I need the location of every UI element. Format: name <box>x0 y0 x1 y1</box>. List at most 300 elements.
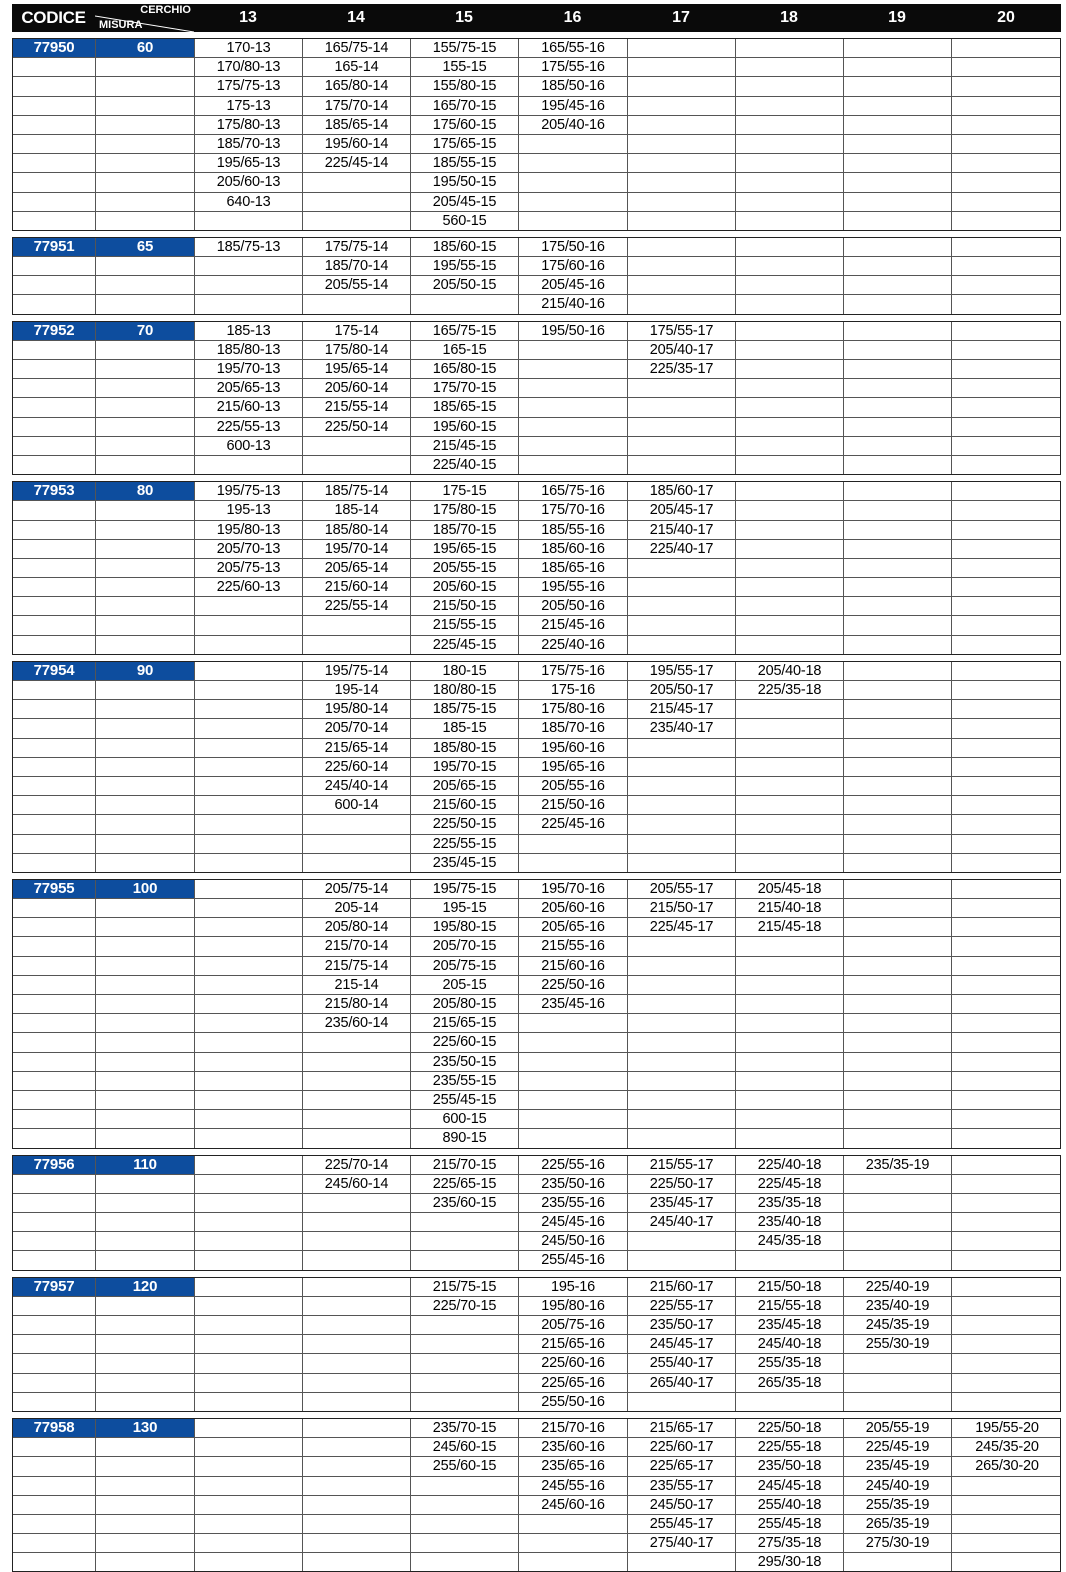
empty-cell <box>195 1457 303 1475</box>
chain-group-77955 <box>12 879 1061 1149</box>
table-row <box>13 154 1060 173</box>
table-row <box>13 1175 1060 1194</box>
tyre-size-cell: 205/40-18 <box>736 662 844 680</box>
tyre-size-cell: 185/65-15 <box>411 398 519 416</box>
empty-cell <box>96 739 195 757</box>
empty-cell <box>303 1374 411 1392</box>
tyre-size-cell: 245/40-14 <box>303 777 411 795</box>
empty-cell <box>96 437 195 455</box>
tyre-size-cell: 255/45-15 <box>411 1091 519 1109</box>
empty-cell <box>195 937 303 955</box>
empty-cell <box>96 995 195 1013</box>
empty-cell <box>628 193 736 211</box>
empty-cell <box>13 559 96 577</box>
empty-cell <box>303 616 411 634</box>
tyre-size-cell: 180-15 <box>411 662 519 680</box>
table-row <box>13 1438 1060 1457</box>
tyre-size-cell: 225/50-14 <box>303 418 411 436</box>
empty-cell <box>844 135 952 153</box>
empty-cell <box>13 976 96 994</box>
tyre-size-cell: 215/55-15 <box>411 616 519 634</box>
tyre-size-cell: 225/65-15 <box>411 1175 519 1193</box>
empty-cell <box>952 1515 1062 1533</box>
empty-cell <box>96 815 195 833</box>
tyre-size-cell: 255/45-17 <box>628 1515 736 1533</box>
empty-cell <box>195 976 303 994</box>
tyre-size-cell: 295/30-18 <box>736 1553 844 1571</box>
tyre-size-cell: 245/60-16 <box>519 1496 628 1514</box>
empty-cell <box>96 796 195 814</box>
empty-cell <box>96 173 195 191</box>
empty-cell <box>952 1393 1062 1411</box>
empty-cell <box>303 835 411 853</box>
empty-cell <box>195 899 303 917</box>
empty-cell <box>844 719 952 737</box>
empty-cell <box>96 193 195 211</box>
tyre-size-cell: 235/35-18 <box>736 1194 844 1212</box>
empty-cell <box>628 58 736 76</box>
table-row <box>13 1496 1060 1515</box>
empty-cell <box>628 1110 736 1128</box>
table-row <box>13 616 1060 635</box>
empty-cell <box>195 777 303 795</box>
tyre-size-cell: 185/75-14 <box>303 482 411 500</box>
tyre-size-cell: 155/75-15 <box>411 39 519 57</box>
empty-cell <box>303 854 411 872</box>
tyre-size-cell: 235/60-15 <box>411 1194 519 1212</box>
table-row <box>13 636 1060 654</box>
empty-cell <box>303 1316 411 1334</box>
empty-cell <box>952 1297 1062 1315</box>
empty-cell <box>303 1438 411 1456</box>
empty-cell <box>952 212 1062 230</box>
empty-cell <box>303 1091 411 1109</box>
empty-cell <box>96 758 195 776</box>
tyre-size-cell: 195/70-16 <box>519 880 628 898</box>
empty-cell <box>96 379 195 397</box>
tyre-size-cell: 195/55-15 <box>411 257 519 275</box>
empty-cell <box>844 257 952 275</box>
empty-cell <box>96 1175 195 1193</box>
empty-cell <box>96 135 195 153</box>
tyre-size-cell: 215/50-17 <box>628 899 736 917</box>
tyre-size-cell: 225/35-18 <box>736 681 844 699</box>
empty-cell <box>844 636 952 654</box>
empty-cell <box>13 1515 96 1533</box>
tyre-size-cell: 215/50-15 <box>411 597 519 615</box>
empty-cell <box>844 1033 952 1051</box>
empty-cell <box>519 437 628 455</box>
empty-cell <box>628 276 736 294</box>
tyre-size-cell: 205/60-16 <box>519 899 628 917</box>
tyre-size-cell: 235/40-19 <box>844 1297 952 1315</box>
table-row <box>13 880 1060 899</box>
tyre-size-cell: 235/35-19 <box>844 1156 952 1174</box>
empty-cell <box>13 578 96 596</box>
tyre-size-cell: 185/65-16 <box>519 559 628 577</box>
table-row <box>13 899 1060 918</box>
tyre-size-cell: 205/45-18 <box>736 880 844 898</box>
empty-cell <box>13 1297 96 1315</box>
tyre-size-cell: 225/50-18 <box>736 1419 844 1437</box>
tyre-size-cell: 245/40-19 <box>844 1477 952 1495</box>
tyre-size-cell: 205/70-13 <box>195 540 303 558</box>
tyre-size-cell: 215/70-16 <box>519 1419 628 1437</box>
misura-value: 65 <box>96 238 195 256</box>
tyre-size-cell: 255/35-18 <box>736 1354 844 1372</box>
empty-cell <box>195 1232 303 1250</box>
empty-cell <box>844 1091 952 1109</box>
tyre-size-cell: 225/35-17 <box>628 360 736 378</box>
table-row <box>13 360 1060 379</box>
empty-cell <box>736 777 844 795</box>
empty-cell <box>844 456 952 474</box>
empty-cell <box>96 957 195 975</box>
empty-cell <box>195 700 303 718</box>
tyre-size-cell: 205/80-14 <box>303 918 411 936</box>
empty-cell <box>628 957 736 975</box>
empty-cell <box>195 1033 303 1051</box>
empty-cell <box>952 1213 1062 1231</box>
tyre-size-cell: 175/70-14 <box>303 97 411 115</box>
empty-cell <box>952 957 1062 975</box>
empty-cell <box>195 1534 303 1552</box>
tyre-size-cell: 215/75-15 <box>411 1278 519 1296</box>
tyre-size-cell: 205/75-16 <box>519 1316 628 1334</box>
tyre-size-cell: 185/60-17 <box>628 482 736 500</box>
tyre-size-cell: 205/65-13 <box>195 379 303 397</box>
empty-cell <box>96 719 195 737</box>
empty-cell <box>952 1014 1062 1032</box>
table-row <box>13 1251 1060 1269</box>
tyre-size-cell: 185/70-15 <box>411 521 519 539</box>
empty-cell <box>96 1213 195 1231</box>
table-row <box>13 1053 1060 1072</box>
table-row <box>13 276 1060 295</box>
header-cerchio: CERCHIO <box>140 4 191 16</box>
empty-cell <box>519 212 628 230</box>
tyre-size-cell: 235/45-16 <box>519 995 628 1013</box>
tyre-size-cell: 225/45-16 <box>519 815 628 833</box>
empty-cell <box>844 295 952 313</box>
empty-cell <box>736 379 844 397</box>
table-row <box>13 238 1060 257</box>
empty-cell <box>13 257 96 275</box>
table-row <box>13 1374 1060 1393</box>
empty-cell <box>13 1175 96 1193</box>
empty-cell <box>303 1335 411 1353</box>
empty-cell <box>13 796 96 814</box>
empty-cell <box>96 1110 195 1128</box>
empty-cell <box>96 212 195 230</box>
empty-cell <box>628 97 736 115</box>
misura-value: 60 <box>96 39 195 57</box>
empty-cell <box>952 937 1062 955</box>
empty-cell <box>195 918 303 936</box>
table-row <box>13 918 1060 937</box>
empty-cell <box>628 398 736 416</box>
empty-cell <box>628 39 736 57</box>
empty-cell <box>96 97 195 115</box>
empty-cell <box>411 1354 519 1372</box>
tyre-size-cell: 175-13 <box>195 97 303 115</box>
table-row <box>13 1553 1060 1571</box>
empty-cell <box>13 540 96 558</box>
tyre-size-cell: 195-15 <box>411 899 519 917</box>
empty-cell <box>13 758 96 776</box>
tyre-size-cell: 215/65-14 <box>303 739 411 757</box>
misura-value: 80 <box>96 482 195 500</box>
tyre-size-cell: 195/55-17 <box>628 662 736 680</box>
empty-cell <box>13 437 96 455</box>
empty-cell <box>952 636 1062 654</box>
empty-cell <box>96 154 195 172</box>
tyre-size-cell: 185/65-14 <box>303 116 411 134</box>
table-row <box>13 1091 1060 1110</box>
tyre-size-cell: 235/60-16 <box>519 1438 628 1456</box>
empty-cell <box>628 1033 736 1051</box>
empty-cell <box>13 212 96 230</box>
tyre-size-cell: 235/50-16 <box>519 1175 628 1193</box>
empty-cell <box>628 1053 736 1071</box>
empty-cell <box>952 1072 1062 1090</box>
table-row <box>13 777 1060 796</box>
empty-cell <box>952 1156 1062 1174</box>
table-row <box>13 662 1060 681</box>
empty-cell <box>96 1534 195 1552</box>
chain-group-77950 <box>12 38 1061 231</box>
table-row <box>13 1072 1060 1091</box>
tyre-size-cell: 205/55-17 <box>628 880 736 898</box>
tyre-size-cell: 215/40-18 <box>736 899 844 917</box>
table-row <box>13 578 1060 597</box>
empty-cell <box>844 398 952 416</box>
empty-cell <box>195 1072 303 1090</box>
empty-cell <box>519 379 628 397</box>
tyre-size-cell: 225/65-16 <box>519 1374 628 1392</box>
empty-cell <box>628 77 736 95</box>
header-misura-cerchio <box>95 4 194 32</box>
empty-cell <box>844 1374 952 1392</box>
empty-cell <box>13 636 96 654</box>
header-size-18: 18 <box>780 9 798 26</box>
tyre-size-cell: 225/60-15 <box>411 1033 519 1051</box>
empty-cell <box>628 995 736 1013</box>
empty-cell <box>844 1251 952 1269</box>
empty-cell <box>13 97 96 115</box>
tyre-size-cell: 185/80-15 <box>411 739 519 757</box>
tyre-size-cell: 225/45-14 <box>303 154 411 172</box>
product-code: 77954 <box>13 662 96 680</box>
empty-cell <box>736 636 844 654</box>
empty-cell <box>13 777 96 795</box>
tyre-size-cell: 195/75-14 <box>303 662 411 680</box>
empty-cell <box>96 937 195 955</box>
tyre-size-cell: 205/60-14 <box>303 379 411 397</box>
empty-cell <box>96 501 195 519</box>
empty-cell <box>96 559 195 577</box>
table-row <box>13 398 1060 417</box>
empty-cell <box>736 1110 844 1128</box>
empty-cell <box>303 1251 411 1269</box>
tyre-size-cell: 215/50-16 <box>519 796 628 814</box>
table-row <box>13 212 1060 230</box>
tyre-size-cell: 175/70-16 <box>519 501 628 519</box>
empty-cell <box>736 1072 844 1090</box>
empty-cell <box>952 1354 1062 1372</box>
header-size-15: 15 <box>455 9 473 26</box>
table-row <box>13 815 1060 834</box>
empty-cell <box>96 1014 195 1032</box>
tyre-size-cell: 215/60-14 <box>303 578 411 596</box>
tyre-size-cell: 205/40-17 <box>628 341 736 359</box>
tyre-size-cell: 215/65-15 <box>411 1014 519 1032</box>
table-row <box>13 322 1060 341</box>
empty-cell <box>13 835 96 853</box>
empty-cell <box>844 482 952 500</box>
empty-cell <box>195 1393 303 1411</box>
empty-cell <box>736 976 844 994</box>
tyre-size-cell: 215/55-14 <box>303 398 411 416</box>
empty-cell <box>952 918 1062 936</box>
empty-cell <box>628 559 736 577</box>
empty-cell <box>844 918 952 936</box>
tyre-size-cell: 640-13 <box>195 193 303 211</box>
empty-cell <box>13 193 96 211</box>
empty-cell <box>96 1091 195 1109</box>
tyre-size-cell: 215/60-16 <box>519 957 628 975</box>
empty-cell <box>519 173 628 191</box>
empty-cell <box>952 1175 1062 1193</box>
empty-cell <box>844 1553 952 1571</box>
empty-cell <box>736 360 844 378</box>
empty-cell <box>303 1129 411 1147</box>
tyre-size-cell: 185/60-16 <box>519 540 628 558</box>
empty-cell <box>736 540 844 558</box>
product-code: 77951 <box>13 238 96 256</box>
empty-cell <box>411 295 519 313</box>
empty-cell <box>96 257 195 275</box>
empty-cell <box>195 1297 303 1315</box>
empty-cell <box>195 1091 303 1109</box>
empty-cell <box>952 360 1062 378</box>
tyre-size-cell: 195-14 <box>303 681 411 699</box>
tyre-size-cell: 215/55-17 <box>628 1156 736 1174</box>
empty-cell <box>736 456 844 474</box>
empty-cell <box>96 521 195 539</box>
tyre-size-cell: 195/65-16 <box>519 758 628 776</box>
empty-cell <box>736 1014 844 1032</box>
empty-cell <box>195 1110 303 1128</box>
empty-cell <box>303 1297 411 1315</box>
empty-cell <box>195 719 303 737</box>
empty-cell <box>952 815 1062 833</box>
tyre-size-cell: 225/60-16 <box>519 1354 628 1372</box>
empty-cell <box>96 1457 195 1475</box>
product-code: 77955 <box>13 880 96 898</box>
empty-cell <box>13 398 96 416</box>
header-size-20: 20 <box>997 9 1015 26</box>
empty-cell <box>519 456 628 474</box>
empty-cell <box>13 1534 96 1552</box>
empty-cell <box>411 1374 519 1392</box>
empty-cell <box>13 957 96 975</box>
empty-cell <box>844 739 952 757</box>
empty-cell <box>13 379 96 397</box>
tyre-size-cell: 185/80-14 <box>303 521 411 539</box>
empty-cell <box>844 322 952 340</box>
empty-cell <box>952 341 1062 359</box>
empty-cell <box>96 398 195 416</box>
tyre-size-cell: 185/55-16 <box>519 521 628 539</box>
tyre-size-cell: 265/35-18 <box>736 1374 844 1392</box>
empty-cell <box>195 1354 303 1372</box>
empty-cell <box>844 835 952 853</box>
tyre-size-cell: 205/70-14 <box>303 719 411 737</box>
tyre-size-cell: 215/75-14 <box>303 957 411 975</box>
empty-cell <box>952 1553 1062 1571</box>
empty-cell <box>628 1393 736 1411</box>
empty-cell <box>195 739 303 757</box>
empty-cell <box>736 796 844 814</box>
empty-cell <box>195 815 303 833</box>
empty-cell <box>96 1251 195 1269</box>
header-size-17: 17 <box>672 9 690 26</box>
empty-cell <box>952 276 1062 294</box>
tyre-size-cell: 225/55-16 <box>519 1156 628 1174</box>
table-row <box>13 173 1060 192</box>
empty-cell <box>844 1232 952 1250</box>
empty-cell <box>736 276 844 294</box>
empty-cell <box>519 154 628 172</box>
empty-cell <box>736 1053 844 1071</box>
empty-cell <box>411 1213 519 1231</box>
tyre-size-cell: 195/65-15 <box>411 540 519 558</box>
empty-cell <box>952 1194 1062 1212</box>
tyre-size-cell: 175-15 <box>411 482 519 500</box>
table-row <box>13 1354 1060 1373</box>
tyre-size-cell: 205/75-13 <box>195 559 303 577</box>
product-code: 77950 <box>13 39 96 57</box>
empty-cell <box>844 815 952 833</box>
table-row <box>13 835 1060 854</box>
empty-cell <box>844 238 952 256</box>
empty-cell <box>195 1515 303 1533</box>
empty-cell <box>952 39 1062 57</box>
empty-cell <box>519 1553 628 1571</box>
tyre-size-cell: 185/70-13 <box>195 135 303 153</box>
table-row <box>13 957 1060 976</box>
empty-cell <box>628 212 736 230</box>
tyre-size-cell: 235/45-19 <box>844 1457 952 1475</box>
misura-value: 130 <box>96 1419 195 1437</box>
tyre-size-cell: 235/55-16 <box>519 1194 628 1212</box>
tyre-size-cell: 245/50-16 <box>519 1232 628 1250</box>
empty-cell <box>844 957 952 975</box>
table-row <box>13 39 1060 58</box>
empty-cell <box>519 1014 628 1032</box>
empty-cell <box>844 995 952 1013</box>
tyre-size-cell: 255/45-16 <box>519 1251 628 1269</box>
tyre-size-cell: 155/80-15 <box>411 77 519 95</box>
table-row <box>13 681 1060 700</box>
empty-cell <box>96 578 195 596</box>
empty-cell <box>736 597 844 615</box>
header-codice: CODICE <box>21 8 86 27</box>
tyre-size-cell: 235/55-17 <box>628 1477 736 1495</box>
empty-cell <box>13 899 96 917</box>
table-row <box>13 1297 1060 1316</box>
